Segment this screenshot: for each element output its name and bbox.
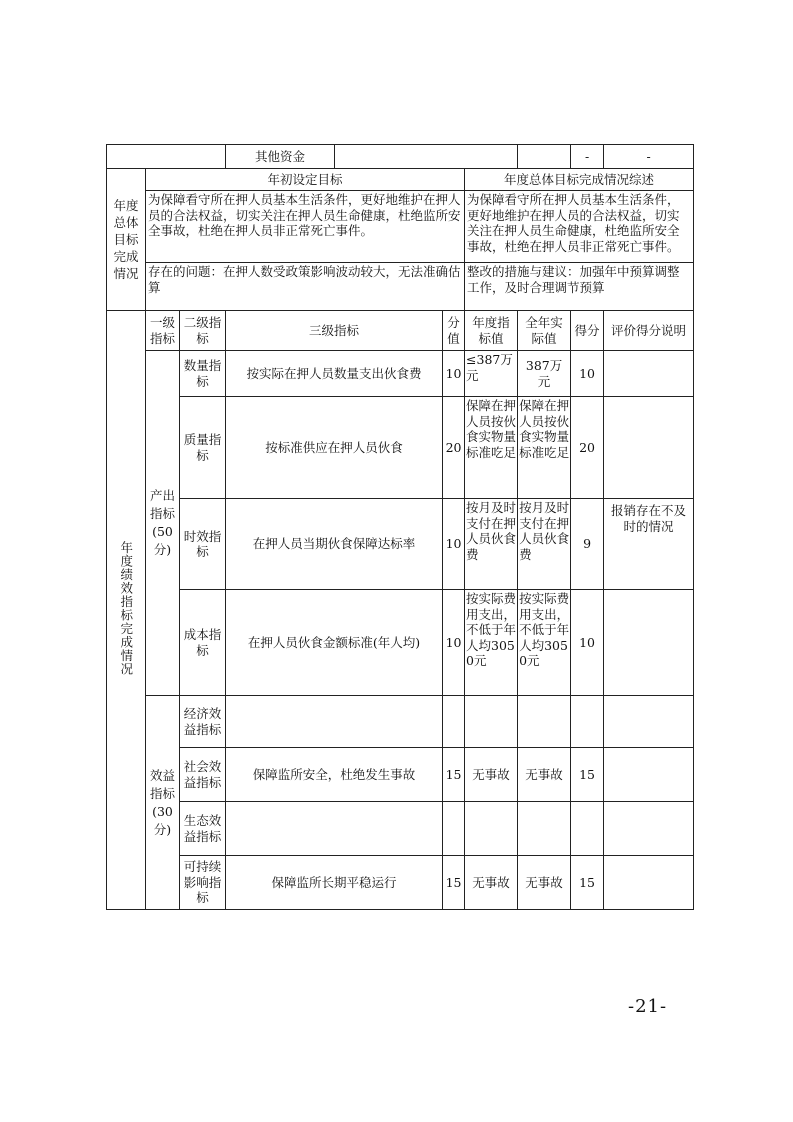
summary-text: 为保障看守所在押人员基本生活条件，更好地维护在押人员的合法权益，切实关注在押人员生命健康，杜绝监所安全事故，杜绝在押人员非正常死亡事件。 [465, 191, 694, 263]
target-cell: ≤387万元 [465, 351, 518, 397]
page-number: -21- [628, 996, 668, 1017]
level3-cell [226, 802, 443, 856]
score-cell: 10 [571, 590, 604, 696]
value-cell: 10 [443, 351, 465, 397]
value-cell: 10 [443, 590, 465, 696]
level2-cell: 时效指标 [180, 499, 226, 590]
actual-cell [518, 802, 571, 856]
actual-cell: 387万元 [518, 351, 571, 397]
performance-table [106, 144, 694, 910]
target-cell: 保障在押人员按伙食实物量标准吃足 [465, 397, 518, 499]
indicator-header-row [107, 311, 694, 351]
remark-cell [604, 802, 694, 856]
actual-cell: 按实际费用支出，不低于年人均3050元 [518, 590, 571, 696]
header-annual-target: 年度指标值 [465, 311, 518, 351]
score-cell: 15 [571, 748, 604, 802]
actual-cell: 按月及时支付在押人员伙食费 [518, 499, 571, 590]
level3-cell: 在押人员伙食金额标准(年人均) [226, 590, 443, 696]
fund-dash-1: - [571, 145, 604, 169]
level2-cell: 生态效益指标 [180, 802, 226, 856]
level3-cell: 按实际在押人员数量支出伙食费 [226, 351, 443, 397]
remark-cell [604, 856, 694, 910]
target-cell: 无事故 [465, 856, 518, 910]
remark-cell [604, 696, 694, 748]
header-score-value: 分值 [443, 311, 465, 351]
score-cell [571, 802, 604, 856]
value-cell [443, 696, 465, 748]
actual-cell: 无事故 [518, 856, 571, 910]
level2-cell: 质量指标 [180, 397, 226, 499]
level2-cell: 经济效益指标 [180, 696, 226, 748]
empty-cell [335, 145, 518, 169]
score-cell: 20 [571, 397, 604, 499]
value-cell [443, 802, 465, 856]
actual-cell: 保障在押人员按伙食实物量标准吃足 [518, 397, 571, 499]
table-row [107, 397, 694, 499]
table-row [107, 856, 694, 910]
value-cell: 20 [443, 397, 465, 499]
level2-cell: 社会效益指标 [180, 748, 226, 802]
table-row [107, 590, 694, 696]
actual-cell: 无事故 [518, 748, 571, 802]
level2-cell: 可持续影响指标 [180, 856, 226, 910]
remark-cell [604, 590, 694, 696]
fund-dash-2: - [604, 145, 694, 169]
benefit-group-text: 效益指标(30分) [149, 767, 175, 837]
header-level2: 二级指标 [180, 311, 226, 351]
actual-cell [518, 696, 571, 748]
header-actual-value: 全年实际值 [518, 311, 571, 351]
overall-goal-row [107, 191, 694, 263]
score-cell: 15 [571, 856, 604, 910]
empty-cell [107, 145, 226, 169]
header-remark: 评价得分说明 [604, 311, 694, 351]
problems-text: 存在的问题：在押人数受政策影响波动较大，无法准确估算 [146, 263, 465, 311]
header-score: 得分 [571, 311, 604, 351]
target-cell: 无事故 [465, 748, 518, 802]
remark-cell: 报销存在不及时的情况 [604, 499, 694, 590]
summary-column-header: 年度总体目标完成情况综述 [465, 169, 694, 191]
table-row [107, 499, 694, 590]
level3-cell: 保障监所安全，杜绝发生事故 [226, 748, 443, 802]
target-cell [465, 696, 518, 748]
level2-cell: 成本指标 [180, 590, 226, 696]
value-cell: 15 [443, 856, 465, 910]
indicator-section-text: 年度绩效指标完成情况 [118, 540, 134, 676]
fund-label: 其他资金 [226, 145, 335, 169]
level3-cell: 保障监所长期平稳运行 [226, 856, 443, 910]
goal-text: 为保障看守所在押人员基本生活条件，更好地维护在押人员的合法权益，切实关注在押人员生命健康，杜绝监所安全事故，杜绝在押人员非正常死亡事件。 [146, 191, 465, 263]
value-cell: 15 [443, 748, 465, 802]
level3-cell: 在押人员当期伙食保障达标率 [226, 499, 443, 590]
remark-cell [604, 351, 694, 397]
output-group-text: 产出指标(50分) [149, 488, 175, 557]
table-row [107, 351, 694, 397]
header-level1: 一级指标 [146, 311, 180, 351]
target-cell: 按实际费用支出，不低于年人均3050元 [465, 590, 518, 696]
header-level3: 三级指标 [226, 311, 443, 351]
level2-cell: 数量指标 [180, 351, 226, 397]
target-cell: 按月及时支付在押人员伙食费 [465, 499, 518, 590]
table-row [107, 696, 694, 748]
overall-section-text: 年度总体目标完成情况 [113, 198, 139, 281]
level3-cell: 按标准供应在押人员伙食 [226, 397, 443, 499]
output-group-label [146, 351, 180, 696]
table-row [107, 802, 694, 856]
fund-row [107, 145, 694, 169]
empty-cell [518, 145, 571, 169]
score-cell [571, 696, 604, 748]
goal-column-header: 年初设定目标 [146, 169, 465, 191]
remark-cell [604, 748, 694, 802]
score-cell: 10 [571, 351, 604, 397]
table-row [107, 748, 694, 802]
benefit-group-label [146, 696, 180, 910]
score-cell: 9 [571, 499, 604, 590]
value-cell: 10 [443, 499, 465, 590]
target-cell [465, 802, 518, 856]
remark-cell [604, 397, 694, 499]
overall-header-row [107, 169, 694, 191]
overall-problem-row [107, 263, 694, 311]
indicator-section-label [107, 311, 146, 910]
overall-section-label [107, 169, 146, 311]
measures-text: 整改的措施与建议：加强年中预算调整工作，及时合理调节预算 [465, 263, 694, 311]
level3-cell [226, 696, 443, 748]
